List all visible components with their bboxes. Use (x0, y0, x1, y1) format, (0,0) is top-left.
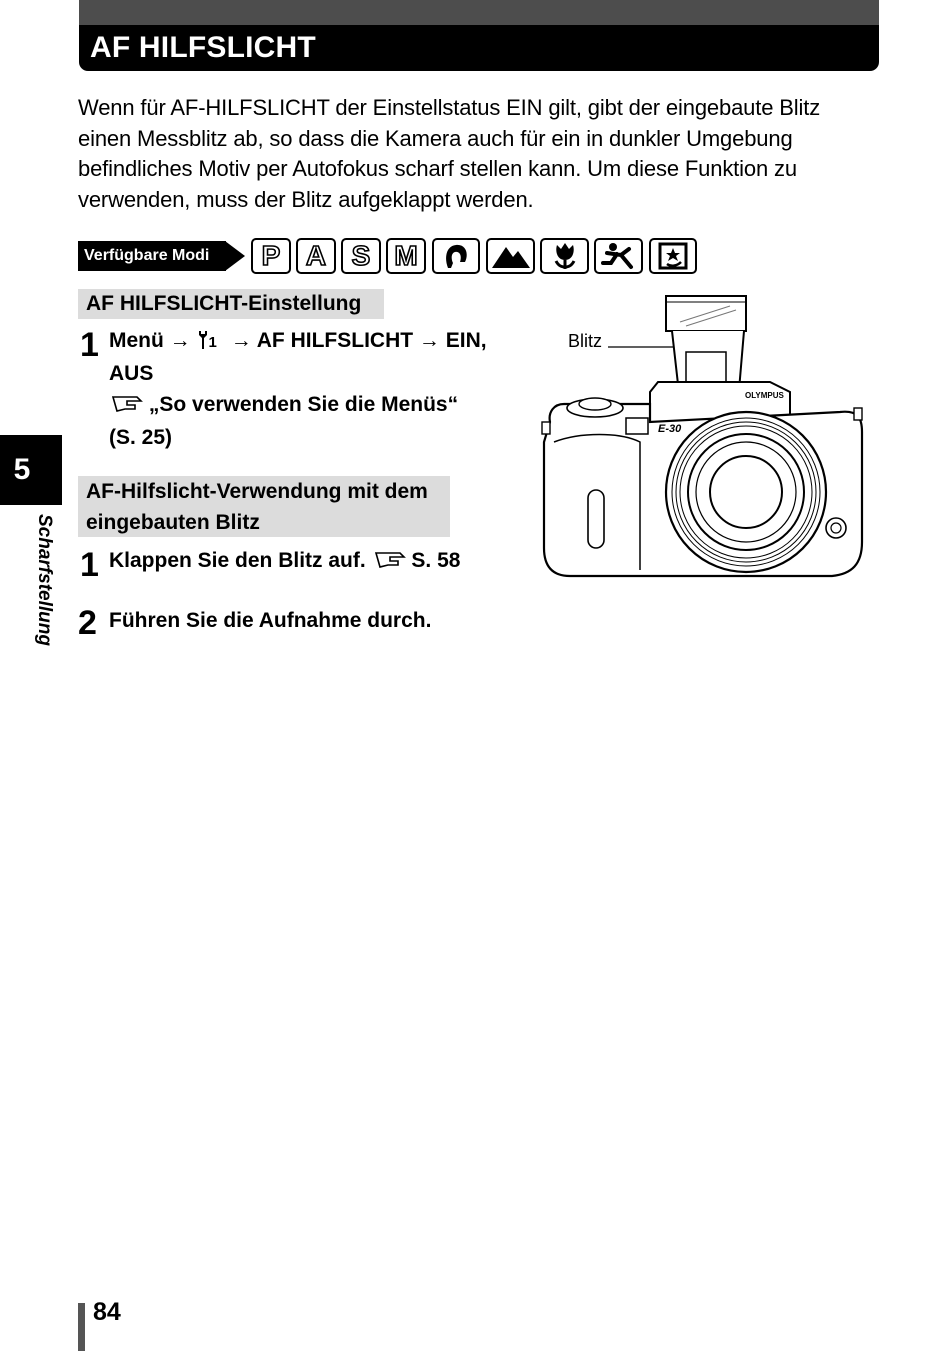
menu-item-af-hilfslicht: AF HILFSLICHT (256, 329, 414, 352)
chapter-number: 5 (13, 453, 31, 486)
portrait-icon (432, 238, 480, 274)
arrow-icon: → (418, 329, 440, 352)
section-heading-line: AF-Hilfslicht-Verwendung mit dem (86, 480, 428, 503)
chapter-tab (0, 435, 62, 505)
night-portrait-icon (649, 238, 697, 274)
arrow-icon: → (169, 329, 191, 352)
flash-callout-label: Blitz (568, 331, 603, 351)
step-menu-path (109, 325, 529, 453)
modes-arrow-icon (225, 241, 245, 271)
camera-brand: OLYMPUS (745, 391, 784, 400)
step-take-shot: Führen Sie die Aufnahme durch. (109, 609, 432, 632)
camera-illustration (540, 292, 870, 582)
step-number: 1 (80, 546, 99, 584)
wrench-tab-number: 1 (208, 334, 217, 351)
mode-s-icon: S (341, 238, 381, 274)
page-title: AF HILFSLICHT (90, 31, 316, 64)
section-heading-line: eingebauten Blitz (86, 511, 260, 534)
intro-paragraph: Wenn für AF-HILFSLICHT der Einstellstatus EIN gilt, gibt der eingebaute Blitz einen Messblitz ab, so dass die Kamera auch für ein in dunkler Umgebung befindliches Motiv per Autofokus scharf stellen kann. Um diese Funktion zu verwenden, muss der Blitz aufgeklappt werden. (78, 95, 821, 212)
available-modes-label: Verfügbare Modi (78, 241, 226, 271)
reference-page: (S. 25) (109, 426, 173, 449)
mode-p-icon: P (251, 238, 291, 274)
mode-a-icon: A (296, 238, 336, 274)
step-text: Klappen Sie den Blitz auf. (109, 549, 366, 572)
reference-text: „So verwenden Sie die Menüs“ (148, 393, 459, 416)
section-heading-af-setting: AF HILFSLICHT-Einstellung (78, 289, 384, 319)
sports-icon (594, 238, 643, 274)
camera-model: E-30 (658, 423, 682, 435)
step-number: 1 (80, 326, 99, 364)
reference-icon (372, 547, 406, 578)
value-aus: AUS (109, 362, 154, 385)
arrow-icon: → (230, 329, 252, 352)
menu-label: Menü (109, 329, 164, 352)
title-bar (79, 0, 879, 71)
step-open-flash (109, 545, 460, 578)
landscape-icon (486, 238, 535, 274)
reference-page: S. 58 (411, 549, 461, 572)
reference-icon (109, 391, 143, 422)
title-bar-shade (79, 0, 879, 25)
wrench-icon (197, 325, 215, 356)
section-heading-af-usage (78, 476, 450, 537)
page-number: 84 (93, 1298, 121, 1326)
step-number: 2 (78, 604, 97, 642)
macro-icon (540, 238, 589, 274)
page-number-bar (78, 1303, 85, 1351)
value-ein: EIN, (445, 329, 487, 352)
mode-m-icon: M (386, 238, 426, 274)
chapter-label: Scharfstellung (34, 514, 55, 646)
